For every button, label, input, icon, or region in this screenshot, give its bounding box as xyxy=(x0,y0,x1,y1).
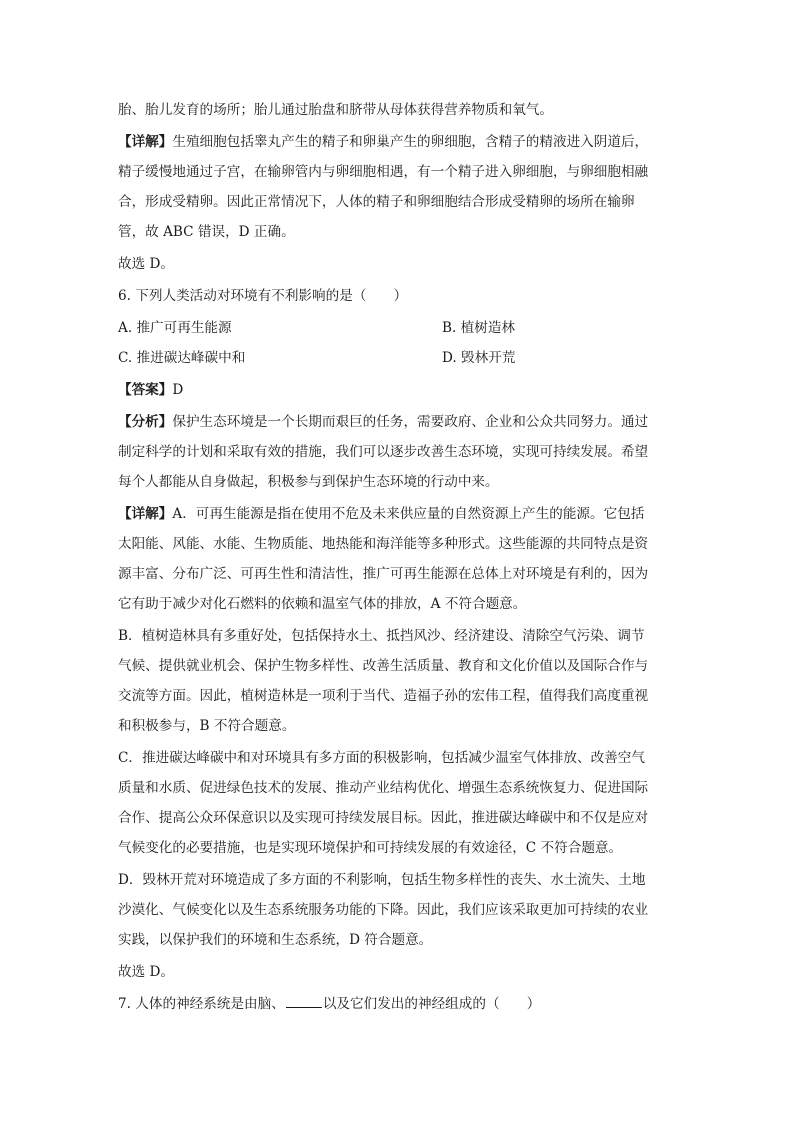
detail-text: 生殖细胞包括睾丸产生的精子和卵巢产生的卵细胞，含精子的精液进入阴道后， xyxy=(172,134,649,150)
q6-detail-line: 和积极参与，B 不符合题意。 xyxy=(118,718,296,734)
q6-options-row-1 xyxy=(118,318,516,338)
q6-detail-line: 合作、提高公众环保意识以及实现可持续发展目标。因此，推进碳达峰碳中和不仅是应对 xyxy=(118,810,649,826)
analysis-label: 【分析】 xyxy=(118,414,173,430)
option-a: A. 推广可再生能源 xyxy=(118,320,232,336)
q6-detail-line: 实践，以保护我们的环境和生态系统，D 符合题意。 xyxy=(118,932,433,948)
q6-detail-line: 质量和水质、促进绿色技术的发展、推动产业结构优化、增强生态系统恢复力、促进国际 xyxy=(118,780,649,796)
q6-detail-line: 气候变化的必要措施，也是实现环境保护和可持续发展的有效途径，C 不符合题意。 xyxy=(118,840,623,856)
q6-options-row-2 xyxy=(118,348,516,368)
analysis-text: 保护生态环境是一个长期而艰巨的任务，需要政府、企业和公众共同努力。通过 xyxy=(172,414,649,430)
q6-detail-line: D．毁林开荒对环境造成了多方面的不利影响，包括生物多样性的丧失、水土流失、土地 xyxy=(118,872,646,888)
q5-choice: 故选 D。 xyxy=(118,256,175,272)
detail-label: 【详解】 xyxy=(118,506,173,522)
q7-stem-end: 以及它们发出的神经组成的（ ） xyxy=(322,996,541,1012)
option-b: B. 植树造林 xyxy=(442,320,516,336)
q7-stem-start: 7. 人体的神经系统是由脑、 xyxy=(118,996,285,1012)
detail-text: A．可再生能源是指在使用不危及未来供应量的自然资源上产生的能源。它包括 xyxy=(172,506,645,522)
q6-choice: 故选 D。 xyxy=(118,964,175,980)
q6-detail-line: B．植树造林具有多重好处，包括保持水土、抵挡风沙、经济建设、清除空气污染、调节 xyxy=(118,628,645,644)
q6-detail-line: 太阳能、风能、水能、生物质能、地热能和海洋能等多种形式。这些能源的共同特点是资 xyxy=(118,536,649,552)
q6-detail-line: C．推进碳达峰碳中和对环境具有多方面的积极影响，包括减少温室气体排放、改善空气 xyxy=(118,750,645,766)
q6-answer xyxy=(118,380,183,400)
paragraph-line: 胎、胎儿发育的场所；胎儿通过胎盘和脐带从母体获得营养物质和氧气。 xyxy=(118,102,553,118)
q6-detail-line: 气候、提供就业机会、保护生物多样性、改善生活质量、教育和文化价值以及国际合作与 xyxy=(118,658,649,674)
q6-detail-line: 交流等方面。因此，植树造林是一项利于当代、造福子孙的宏伟工程，值得我们高度重视 xyxy=(118,688,649,704)
detail-label: 【详解】 xyxy=(118,134,173,150)
option-d: D. 毁林开荒 xyxy=(442,350,516,366)
q7-stem xyxy=(118,994,540,1014)
option-c: C. 推进碳达峰碳中和 xyxy=(118,350,246,366)
q5-detail-line: 精子缓慢地通过子宫，在输卵管内与卵细胞相遇，有一个精子进入卵细胞，与卵细胞相融 xyxy=(118,164,649,180)
q5-detail-line: 合，形成受精卵。因此正常情况下，人体的精子和卵细胞结合形成受精卵的场所在输卵 xyxy=(118,194,635,210)
q6-analysis-line: 每个人都能从自身做起，积极参与到保护生态环境的行动中来。 xyxy=(118,474,499,490)
q6-detail-line: 源丰富、分布广泛、可再生性和清洁性，推广可再生能源在总体上对环境是有利的，因为 xyxy=(118,566,649,582)
q6-analysis-line xyxy=(118,412,648,432)
q6-stem: 6. 下列人类活动对环境有不利影响的是（ ） xyxy=(118,288,408,304)
q6-detail-line xyxy=(118,504,644,524)
q5-detail-line: 管，故 ABC 错误，D 正确。 xyxy=(118,224,295,240)
q6-analysis-line: 制定科学的计划和采取有效的措施，我们可以逐步改善生态环境，实现可持续发展。希望 xyxy=(118,444,649,460)
answer-label: 【答案】 xyxy=(118,382,173,398)
q6-detail-line: 它有助于减少对化石燃料的依赖和温室气体的排放，A 不符合题意。 xyxy=(118,596,527,612)
q6-detail-line: 沙漠化、气候变化以及生态系统服务功能的下降。因此，我们应该采取更加可持续的农业 xyxy=(118,902,649,918)
q5-detail-line xyxy=(118,132,648,152)
answer-blank xyxy=(286,995,322,1008)
answer-value: D xyxy=(172,382,184,398)
